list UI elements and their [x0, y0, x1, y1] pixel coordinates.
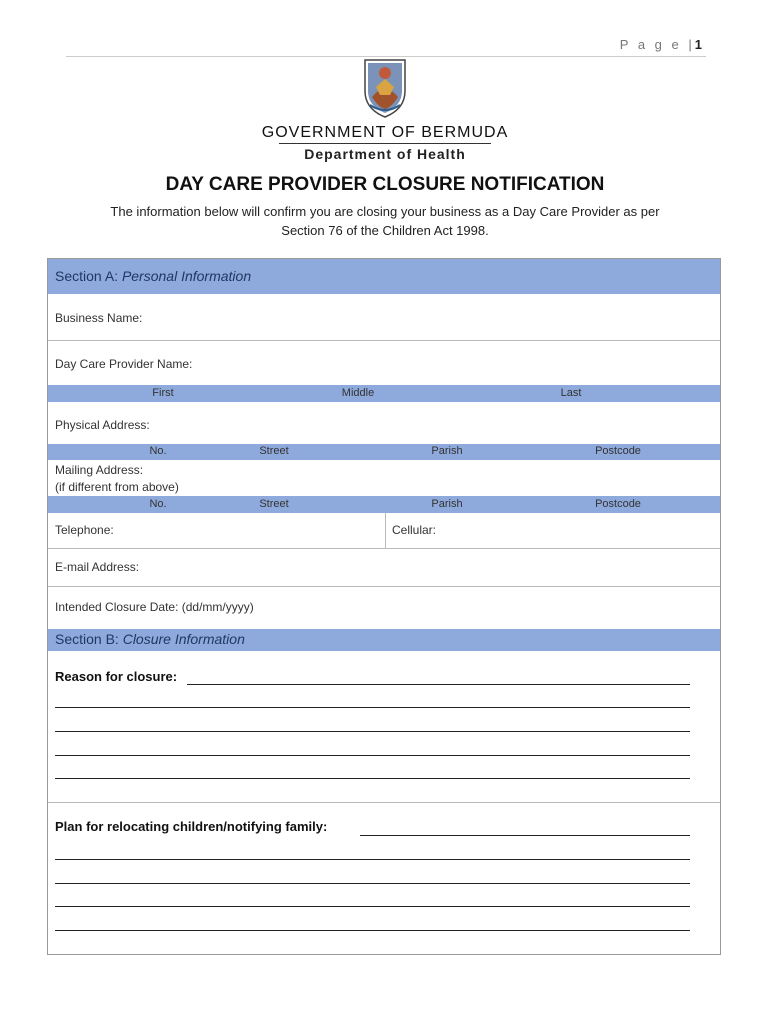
letterhead-rule [279, 143, 491, 144]
mailing-parish-label: Parish [431, 498, 463, 510]
closure-form [47, 258, 721, 955]
section-b-title [55, 631, 245, 647]
address-street-label: Street [259, 445, 289, 457]
page-number [620, 37, 702, 52]
intro-text [60, 202, 710, 240]
phone-divider [385, 513, 386, 548]
section-b-header [48, 629, 720, 651]
plan-line[interactable] [55, 930, 690, 931]
last-name-label: Last [560, 387, 582, 399]
address-postcode-label: Postcode [595, 445, 641, 457]
section-a-name: Personal Information [121, 268, 252, 284]
name-parts-bar [48, 385, 720, 402]
telephone-label: Telephone: [55, 523, 114, 537]
reason-line[interactable] [55, 707, 690, 708]
mailing-address-note: (if different from above) [55, 480, 179, 494]
plan-line[interactable] [360, 835, 690, 836]
section-a-prefix: Section A: [55, 268, 122, 284]
email-label: E-mail Address: [55, 560, 140, 574]
section-b-name: Closure Information [122, 631, 245, 647]
divider [48, 586, 720, 587]
cellular-label: Cellular: [392, 523, 437, 537]
reason-line[interactable] [187, 684, 690, 685]
divider [48, 548, 720, 549]
page-word: P a g e [619, 37, 682, 52]
reason-line[interactable] [55, 755, 690, 756]
mailing-address-parts-bar [48, 496, 720, 513]
plan-line[interactable] [55, 859, 690, 860]
intro-line-1: The information below will confirm you are closing your business as a Day Care Provider as per [110, 204, 660, 219]
department-name: Department of Health [304, 146, 466, 162]
page-title: DAY CARE PROVIDER CLOSURE NOTIFICATION [165, 174, 605, 195]
reason-for-closure-label: Reason for closure: [55, 669, 178, 684]
plan-line[interactable] [55, 883, 690, 884]
plan-line[interactable] [55, 906, 690, 907]
section-a-title [55, 268, 251, 284]
divider [48, 802, 720, 803]
mailing-street-label: Street [259, 498, 289, 510]
address-parish-label: Parish [431, 445, 463, 457]
reason-line[interactable] [55, 731, 690, 732]
address-no-label: No. [149, 445, 167, 457]
closure-date-label: Intended Closure Date: (dd/mm/yyyy) [55, 600, 254, 614]
physical-address-parts-bar [48, 444, 720, 460]
business-name-label: Business Name: [55, 311, 143, 325]
divider [48, 340, 720, 341]
bermuda-crest-icon [362, 57, 408, 119]
first-name-label: First [152, 387, 174, 399]
page-number-value: 1 [694, 37, 702, 52]
mailing-postcode-label: Postcode [595, 498, 641, 510]
physical-address-label: Physical Address: [55, 418, 150, 432]
relocation-plan-label: Plan for relocating children/notifying family: [55, 819, 328, 834]
government-name: GOVERNMENT OF BERMUDA [261, 124, 509, 141]
intro-line-2: Section 76 of the Children Act 1998. [281, 223, 489, 238]
middle-name-label: Middle [341, 387, 375, 399]
mailing-address-label: Mailing Address: [55, 463, 144, 477]
page-separator: | [688, 37, 695, 52]
section-a-header [48, 259, 720, 294]
section-b-prefix: Section B: [55, 631, 123, 647]
reason-line[interactable] [55, 778, 690, 779]
provider-name-label: Day Care Provider Name: [55, 357, 193, 371]
mailing-no-label: No. [149, 498, 167, 510]
